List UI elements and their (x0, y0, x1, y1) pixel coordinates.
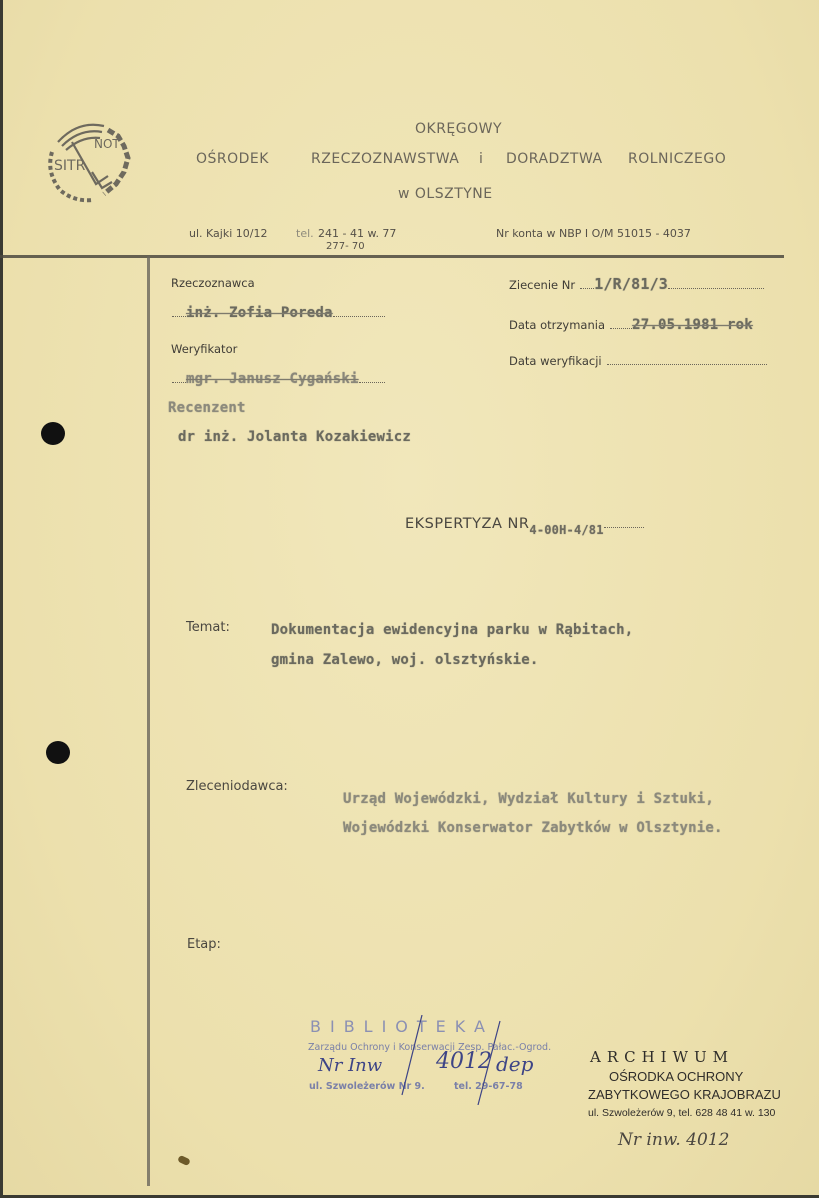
margin-line (147, 256, 150, 1186)
archive-stamp-title: ARCHIWUM (590, 1048, 735, 1066)
stage-label: Etap: (187, 937, 221, 952)
client-label: Zleceniodawca: (186, 779, 288, 794)
verifier-field (172, 368, 385, 387)
dotted-leader (172, 372, 186, 383)
library-stamp-inv-number: 4012 (436, 1049, 492, 1074)
archive-stamp-line-3: ZABYTKOWEGO KRAJOBRAZU (588, 1087, 781, 1102)
received-date-field (509, 314, 753, 333)
letterhead-word-i: i (479, 151, 484, 167)
expertise-label: EKSPERTYZA NR (405, 516, 530, 532)
expertise-number (405, 513, 644, 537)
letterhead-word-rolniczego: ROLNICZEGO (628, 151, 727, 167)
library-stamp-tel: tel. 29-67-78 (454, 1081, 523, 1092)
svg-text:SITR: SITR (54, 158, 86, 174)
library-stamp-address: ul. Szwoleżerów Nr 9. (309, 1081, 425, 1092)
letterhead-word-rzeczoznawstwa: RZECZOZNAWSTWA (311, 151, 460, 167)
expertise-value: 4-00H-4/81 (529, 523, 604, 537)
svg-text:NOT: NOT (94, 137, 120, 151)
letterhead-tel-label: tel. (296, 227, 314, 240)
expert-field (172, 302, 385, 321)
reviewer-value: dr inż. Jolanta Kozakiewicz (178, 429, 411, 445)
verifier-value: mgr. Janusz Cygański (186, 371, 359, 387)
archive-stamp-line-2: OŚRODKA OCHRONY (609, 1069, 744, 1084)
dotted-leader (668, 278, 764, 289)
subject-line-1: Dokumentacja ewidencyjna parku w Rąbitach, (271, 622, 634, 638)
sitr-not-logo-icon (38, 112, 138, 208)
page-edge-left (0, 0, 3, 1198)
verification-date-label: Data weryfikacji (509, 354, 602, 368)
letterhead-word-osrodek: OŚRODEK (196, 151, 269, 167)
order-value: 1/R/81/3 (594, 275, 669, 293)
verifier-label: Weryfikator (171, 342, 238, 356)
library-stamp-inv-suffix: dep (496, 1052, 534, 1076)
dotted-leader (359, 372, 385, 383)
subject-line-2: gmina Zalewo, woj. olsztyńskie. (271, 652, 539, 668)
letterhead-tel-2: 277- 70 (326, 241, 365, 252)
archive-stamp-address: ul. Szwoleżerów 9, tel. 628 48 41 w. 130 (588, 1107, 776, 1119)
dotted-leader (172, 306, 186, 317)
dotted-leader (604, 517, 644, 528)
order-field (509, 274, 764, 293)
archive-inventory-handwritten: Nr inw. 4012 (618, 1130, 730, 1150)
verification-date-field (509, 350, 767, 369)
library-stamp-line-2: Zarządu Ochrony i Konserwacji Zesp. Pałac.-Ogrod. (308, 1042, 552, 1053)
punch-hole-bottom (46, 741, 70, 764)
dotted-leader (333, 306, 385, 317)
letterhead-word-doradztwa: DORADZTWA (506, 151, 603, 167)
reviewer-label: Recenzent (168, 400, 246, 416)
subject-label: Temat: (186, 620, 230, 635)
expert-label: Rzeczoznawca (171, 276, 255, 290)
library-stamp-strike-icon (400, 1015, 520, 1105)
letterhead-line-3: w OLSZTYNE (398, 186, 493, 202)
expert-value: inż. Zofia Poreda (186, 305, 333, 321)
letterhead-line-1: OKRĘGOWY (415, 121, 503, 137)
letterhead-address: ul. Kajki 10/12 (189, 227, 268, 240)
library-stamp-inv-label: Nr Inw (318, 1055, 383, 1076)
ink-stain (177, 1155, 191, 1166)
client-line-2: Wojewódzki Konserwator Zabytków w Olsztynie. (343, 820, 723, 836)
dotted-leader (580, 278, 594, 289)
verification-date-value (607, 354, 767, 365)
received-date-label: Data otrzymania (509, 318, 606, 332)
received-date-value: 27.05.1981 rok (632, 317, 753, 333)
order-label: Ziecenie Nr (509, 278, 576, 292)
letterhead-tel-1: 241 - 41 w. 77 (318, 227, 397, 240)
dotted-leader (610, 318, 632, 329)
punch-hole-top (41, 422, 65, 445)
letterhead-account: Nr konta w NBP I O/M 51015 - 4037 (496, 227, 691, 240)
library-stamp-title: BIBLIOTEKA (310, 1017, 494, 1036)
header-divider-line (0, 255, 784, 258)
client-line-1: Urząd Wojewódzki, Wydział Kultury i Sztuki, (343, 791, 715, 807)
